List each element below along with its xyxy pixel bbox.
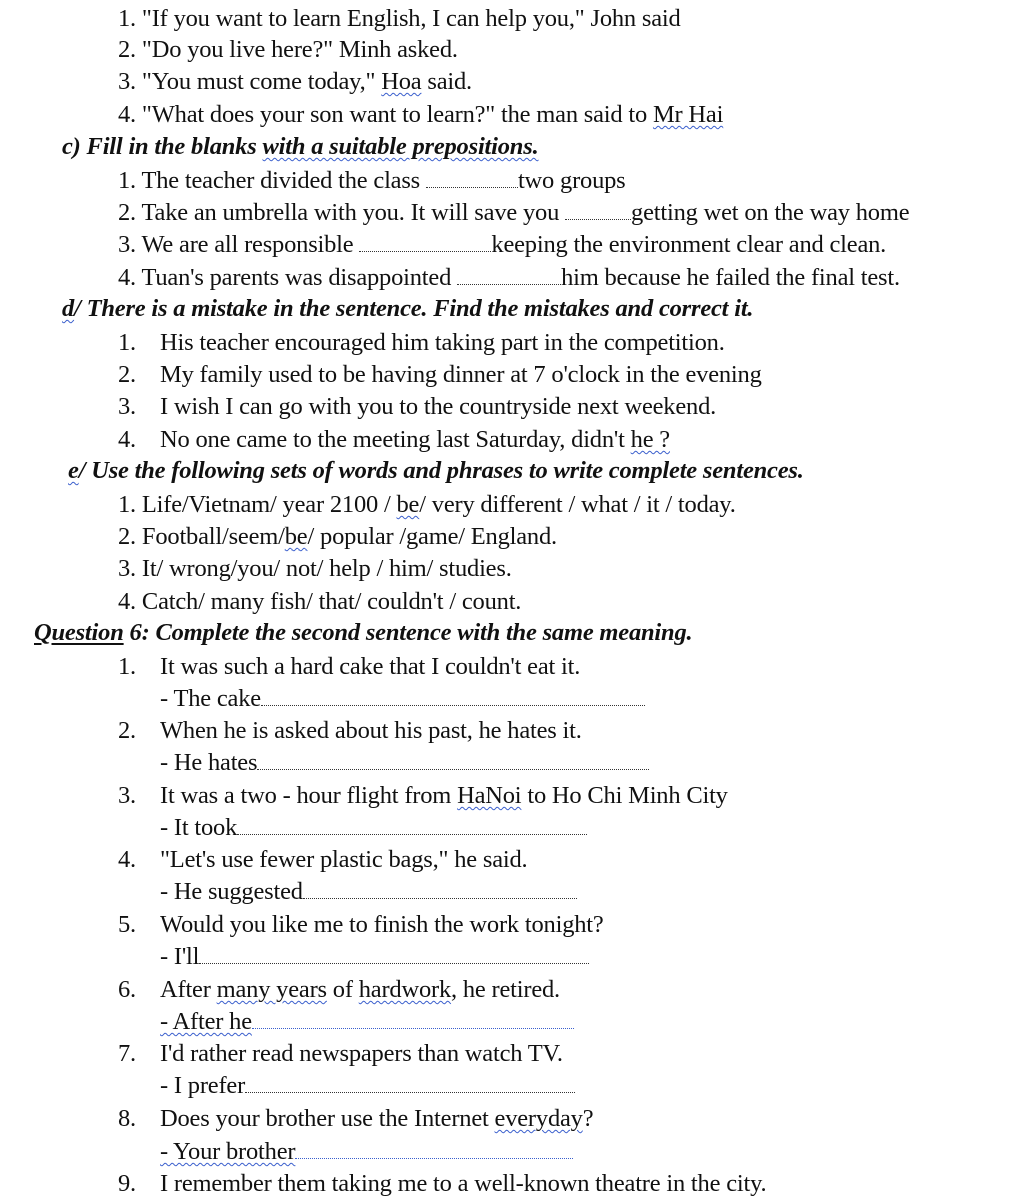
item-number: 1. — [118, 329, 136, 356]
q6-item-5 — [118, 910, 604, 940]
item-text: It/ wrong/you/ not/ help / him/ studies. — [141, 555, 512, 582]
heading-text: / Use the following sets of words and phrases to write complete sentences. — [78, 457, 804, 484]
answer-prompt: - I prefer — [160, 1072, 246, 1099]
item-number: 6. — [118, 976, 136, 1003]
item-number: 3. — [118, 393, 136, 420]
item-number: 1. — [118, 167, 136, 194]
section-e-item-4 — [118, 587, 521, 617]
q6-answer-1 — [160, 684, 645, 714]
q6-answer-7 — [160, 1071, 575, 1101]
item-text-end: ? — [582, 1105, 594, 1132]
item-text-end: / very different / what / it / today. — [419, 491, 736, 518]
section-d-item-4 — [118, 425, 670, 455]
item-number: 2. — [118, 36, 136, 63]
item-text: I'd rather read newspapers than watch TV. — [160, 1040, 563, 1067]
item-text-mid: of — [326, 976, 359, 1003]
item-text-end: keeping the environment clear and clean. — [491, 231, 887, 258]
q6-item-3 — [118, 781, 728, 811]
item-number: 9. — [118, 1170, 136, 1197]
q6-answer-5 — [160, 942, 589, 972]
item-text-end: said. — [421, 68, 472, 95]
q6-answer-8 — [160, 1137, 573, 1167]
item-text: After — [160, 976, 217, 1003]
spellcheck-word: hardwork — [358, 976, 452, 1003]
answer-line[interactable] — [257, 751, 649, 770]
heading-letter: d — [62, 295, 75, 322]
item-number: 1. — [118, 491, 136, 518]
q6-item-2 — [118, 716, 582, 746]
answer-line[interactable] — [237, 816, 587, 835]
heading-text: 6: Complete the second sentence with the same meaning. — [123, 619, 693, 646]
q6-answer-6 — [160, 1007, 574, 1037]
item-text: We are all responsible — [141, 231, 360, 258]
item-number: 2. — [118, 523, 136, 550]
spellcheck-word: be — [284, 523, 308, 550]
q6-answer-2 — [160, 748, 649, 778]
item-number: 1. — [118, 653, 136, 680]
item-text: Tuan's parents was disappointed — [141, 264, 458, 291]
heading-letter: e — [68, 457, 79, 484]
answer-prompt: - He hates — [160, 749, 258, 776]
section-e-item-1 — [118, 490, 736, 520]
q6-item-4 — [118, 845, 527, 875]
blank-line[interactable] — [426, 169, 518, 188]
answer-prompt: - After he — [160, 1008, 252, 1035]
q6-item-1 — [118, 652, 580, 682]
heading-text: c) Fill in the blanks — [62, 133, 263, 160]
answer-line[interactable] — [261, 687, 645, 706]
item-number: 7. — [118, 1040, 136, 1067]
spellcheck-word: he ? — [630, 426, 670, 453]
item-text: "If you want to learn English, I can help you," John said — [141, 5, 681, 32]
item-number: 4. — [118, 846, 136, 873]
item-text-end: two groups — [517, 167, 626, 194]
question-6-heading — [34, 618, 692, 648]
answer-prompt: - It took — [160, 814, 238, 841]
heading-text: / There is a mistake in the sentence. Find the mistakes and correct it. — [74, 295, 754, 322]
item-text: No one came to the meeting last Saturday, didn't — [160, 426, 631, 453]
section-b-item-2 — [118, 35, 458, 65]
spellcheck-word: Mr Hai — [652, 101, 724, 128]
answer-prompt: - I'll — [160, 943, 200, 970]
item-number: 3. — [118, 555, 136, 582]
item-text: The teacher divided the class — [141, 167, 426, 194]
blank-line[interactable] — [359, 233, 491, 252]
spellcheck-word: everyday — [494, 1105, 583, 1132]
answer-prompt: - The cake — [160, 685, 261, 712]
section-b-item-1 — [118, 4, 681, 34]
item-text-end: / popular /game/ England. — [307, 523, 557, 550]
item-text-end: to Ho Chi Minh City — [521, 782, 728, 809]
item-number: 8. — [118, 1105, 136, 1132]
section-c-item-3 — [118, 230, 886, 260]
q6-item-7 — [118, 1039, 563, 1069]
item-number: 2. — [118, 199, 136, 226]
item-text: Would you like me to finish the work tonight? — [160, 911, 604, 938]
item-number: 2. — [118, 717, 136, 744]
spellcheck-word: many years — [216, 976, 327, 1003]
item-text: Take an umbrella with you. It will save you — [141, 199, 566, 226]
answer-line[interactable] — [199, 945, 589, 964]
item-number: 1. — [118, 5, 136, 32]
blank-line[interactable] — [457, 266, 561, 285]
answer-line[interactable] — [303, 880, 577, 899]
q6-item-9 — [118, 1169, 766, 1199]
section-e-item-3 — [118, 554, 512, 584]
item-text: When he is asked about his past, he hates it. — [160, 717, 582, 744]
section-e-heading — [68, 456, 804, 486]
item-text: It was such a hard cake that I couldn't eat it. — [160, 653, 581, 680]
section-b-item-4 — [118, 100, 723, 130]
item-number: 5. — [118, 911, 136, 938]
q6-answer-3 — [160, 813, 587, 843]
answer-line[interactable] — [295, 1140, 573, 1159]
item-number: 4. — [118, 588, 136, 615]
section-c-item-1 — [118, 166, 626, 196]
item-text: My family used to be having dinner at 7 o'clock in the evening — [160, 361, 762, 388]
item-text: "You must come today," — [141, 68, 382, 95]
section-c-item-2 — [118, 198, 909, 228]
item-number: 3. — [118, 231, 136, 258]
q6-answer-4 — [160, 877, 577, 907]
item-text: I remember them taking me to a well-known theatre in the city. — [160, 1170, 767, 1197]
item-text: I wish I can go with you to the countryside next weekend. — [160, 393, 717, 420]
item-number: 4. — [118, 426, 136, 453]
blank-line[interactable] — [565, 201, 631, 220]
item-text: "What does your son want to learn?" the man said to — [141, 101, 653, 128]
section-b-item-3 — [118, 67, 472, 97]
answer-prompt: - Your brother — [160, 1138, 296, 1165]
item-number: 4. — [118, 264, 136, 291]
section-d-item-3 — [118, 392, 716, 422]
item-text: "Do you live here?" Minh asked. — [141, 36, 458, 63]
spellcheck-word: HaNoi — [457, 782, 522, 809]
section-d-item-1 — [118, 328, 725, 358]
answer-line[interactable] — [245, 1074, 575, 1093]
item-text-end: , he retired. — [451, 976, 560, 1003]
q6-item-6 — [118, 975, 560, 1005]
item-text: His teacher encouraged him taking part in the competition. — [160, 329, 725, 356]
section-d-item-2 — [118, 360, 762, 390]
section-d-heading — [62, 294, 753, 324]
answer-prompt: - He suggested — [160, 878, 303, 905]
spellcheck-word: be — [396, 491, 420, 518]
item-text: Catch/ many fish/ that/ couldn't / count. — [141, 588, 522, 615]
item-number: 4. — [118, 101, 136, 128]
item-number: 2. — [118, 361, 136, 388]
q6-item-8 — [118, 1104, 593, 1134]
item-text: Life/Vietnam/ year 2100 / — [141, 491, 397, 518]
item-text: Does your brother use the Internet — [160, 1105, 495, 1132]
item-text: Football/seem/ — [141, 523, 285, 550]
item-text-end: him because he failed the final test. — [561, 264, 900, 291]
section-c-item-4 — [118, 263, 900, 293]
item-number: 3. — [118, 782, 136, 809]
heading-text-underlined: Question — [34, 619, 124, 646]
spellcheck-word: Hoa — [381, 68, 422, 95]
item-text: It was a two - hour flight from — [160, 782, 458, 809]
item-number: 3. — [118, 68, 136, 95]
answer-line[interactable] — [252, 1010, 574, 1029]
section-e-item-2 — [118, 522, 557, 552]
item-text-end: getting wet on the way home — [631, 199, 910, 226]
heading-text-marked: with a suitable prepositions. — [262, 133, 539, 160]
item-text: "Let's use fewer plastic bags," he said. — [160, 846, 528, 873]
section-c-heading — [62, 132, 539, 162]
